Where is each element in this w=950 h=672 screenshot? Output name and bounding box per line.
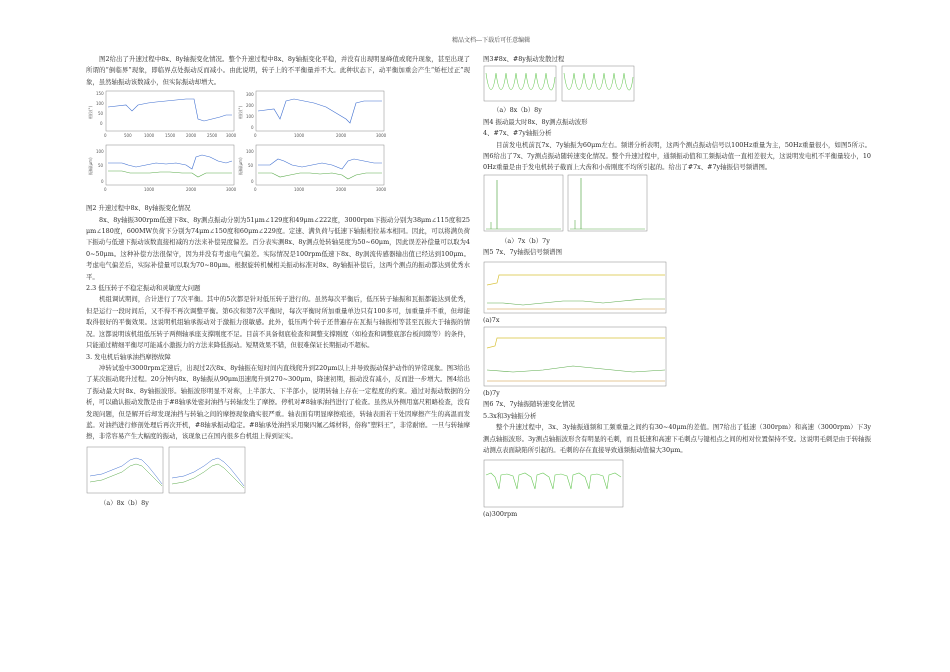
fig2-tl-ytick: 50 [98, 111, 104, 117]
figure-3 [86, 446, 470, 498]
fig2-tl-ytick: 0 [100, 121, 103, 127]
fig2-tl-xtick: 1500 [165, 133, 176, 139]
fig6-7x-frame [484, 262, 666, 313]
fig4-8x-frame [484, 66, 556, 101]
right-column [483, 54, 871, 520]
fig5-subcaption: （a）7x（b）7y [501, 236, 550, 245]
fig2-br-ytick: 50 [248, 163, 254, 169]
section-3-heading: 3. 发电机后轴承油挡摩擦故障 [86, 352, 171, 361]
fig2-bl-xtick: 1000 [144, 187, 155, 193]
fig2-br-ytick: 100 [246, 149, 254, 155]
left-column [86, 54, 470, 509]
fig2-tl-xtick: 2000 [186, 133, 197, 139]
fig2-br-ytick: 0 [251, 179, 254, 185]
fig2-caption: 图2 升速过程中8x、8y轴振变化情况 [86, 204, 191, 213]
paragraph-7x7y: 目前发电机前瓦7x、7y轴振为60μm左右。频谱分析表明，这两个测点振动信号以100Hz重量为主，50Hz重量很小，如图5所示。图6给出了7x、7y测点振动随转速变化情况。整个升速过程中，通频振动值和工频振动值一直相差很大，这说明发电机不平衡量较小，100Hz重量是由于发电机转子截面上大齿和小齿刚度不均所引起的。给出了#7x、#7y轴振信号频谱图。 [483, 140, 871, 172]
fig4-8y-frame [562, 66, 634, 101]
fig2-tr-ytick: 200 [246, 103, 254, 109]
fig7-plot-300rpm [483, 459, 625, 509]
fig6-plot-7x [483, 261, 668, 315]
fig5-7y-frame [568, 175, 647, 231]
fig7-subcaption: (a)300rpm [483, 509, 518, 518]
fig4-subcaption: （a）8x（b）8y [493, 106, 542, 115]
fig4-wave-8y [561, 65, 636, 103]
paragraph-3x3y: 整个升速过程中，3x、3y轴振通频和工频重量之间约有30~40μm的差值。图7给出了低速（300rpm）和高速（3000rpm）下3y测点轴振波形。3y测点轴振波形含有明显的毛刺，而且低速和高速下毛刺点与键相点之间的相对位置保持不变。这说明毛刺是由于转轴振动测点表面缺陷所引起的。毛刺的存在直接导致通频振动值偏大30μm。 [483, 423, 871, 455]
fig2-bl-frame [106, 145, 234, 185]
fig2-tr-ytick: 100 [246, 114, 254, 120]
fig2-tl-xtick: 3000 [226, 133, 237, 139]
fig2-br-xtick: 3000 [376, 187, 387, 193]
fig2-tl-ytick: 150 [96, 91, 104, 97]
fig5-spectrum-7x [483, 174, 565, 234]
fig2-tr-xtick: 3000 [376, 133, 387, 139]
fig2-tl-ylabel: 相位(°) [88, 106, 93, 120]
fig2-bl-xtick: 2000 [186, 187, 197, 193]
paragraph-fig2-intro: 图2给出了升速过程中8x、8y轴振变化情况。整个升速过程中8x、8y轴振变化平稳，并没有出现明显峰值或爬升现象，甚至出现了所谓的“倒临界”现象，即临界点处振动反而减小。由此说明，转子上的不平衡量并不大。此种状态下，动平衡加重会产生“矫枉过正”现象，虽然轴振动该数减小，但实际振动却增大。 [86, 55, 470, 86]
fig2-bl-ylabel: 振幅(μm) [88, 157, 93, 176]
fig3-plot-8x [86, 446, 166, 496]
fig5-spectrum-7y [567, 174, 649, 234]
fig2-tl-xtick: 500 [124, 133, 132, 139]
section-2-3-heading: 2.3 低压转子不稳定振动和灵敏度大问题 [86, 284, 201, 293]
fig2-tl-xtick: 2500 [207, 133, 218, 139]
fig5-caption: 图5 7x、7y轴振信号频谱图 [483, 248, 562, 257]
fig3-subcaption: （a）8x（b）8y [100, 498, 149, 507]
page-header: 精品文档---下载后可任意编辑 [452, 37, 531, 44]
fig2-tr-ytick: 300 [246, 92, 254, 98]
section-4-heading: 4、#7x、#7y轴振分析 [483, 129, 552, 138]
paragraph-8x8y-compensation: 8x、8y轴振300rpm低速下8x、8y测点振动分别为51μm∠129度和49μm∠222度，3000rpm下振动分别为38μm∠115度和25μm∠180度，600MW负荷下分别为74μm∠150度和60μm∠229度。定速、满负荷与低速下轴振相位基本相同。因此，可以将满负荷下振动与低速下振动该数直接相减的方法来补偿晃度偏差。百分表实测8x、8y测点处转轴晃度为50~60μm，因此误差补偿量可以取为40~50μm。这种补偿方法很保守，因为并没有考虑电气偏差。实际情况是100rpm低速下8x、8y涡流传感器输出值已经达到100μm。考虑电气偏差后，实际补偿量可以取为70~80μm。根据旋转机械相关振动标准对8x、8y轴振补偿后，这两个测点的振动都达到优秀水平。 [86, 215, 470, 281]
figure-5 [483, 174, 871, 236]
paragraph-lp-rotor: 机组调试期间，合计进行了7次平衡。其中的5次都是针对低压转子进行的。虽然每次平衡后，低压转子轴振和瓦振都能达到优秀，但是运行一段时间后，又不得不再次调整平衡。第6次和第7次平衡时，每次平衡时所加重量单边只有100多可，加重量并不重，但却能取得很好的平衡效果。这说明机组轴承振动对于激振力很敏感。此外，低压两个转子还普遍存在瓦振与轴振相等甚至瓦振大于轴振的情况。这都说明该机组低压转子两侧轴承座支撑刚度不足。目前不具备彻底检查和调整支撑刚度（如检查和调整底部台板间隙等）的条件，只能通过精细平衡尽可能减小激振力的方法来降低振动。短期效果不错，但很难保证长期振动不超标。 [86, 295, 470, 350]
fig2-br-xtick: 0 [254, 187, 257, 193]
paragraph-oil-seal-rub: 冲转试验中3000rpm定速后，出现过2次8x、8y轴振在短时间内直线爬升到220μm以上并导致振动保护动作的异常现象。图3给出了某次振动爬升过程。20分钟内8x、8y轴振从90μm迅速爬升到270~300μm，降速初期，振动没有减小，反而进一步增大。图4给出了振动最大时8x、8y轴振波形。轴振波形明显不对称，上半部大、下半部小，说明转轴上存在一定程度的约束。通过对振动数据的分析，可以确认振动发散是由于#8轴承处密封油挡与转轴发生了摩擦。停机对#8轴承油挡进行了检查。虽然从外侧用塞尺粗略检查，没有发现问题，但是解开后却发现油挡与转轴之间的摩擦现象确实很严重。轴表面有明显摩擦痕迹，转轴表面若干处因摩擦产生的高温而发蓝。对油挡进行修剖处理后再次开机，#8轴承振动稳定。#8轴承处油挡采用聚四氟乙烯材料，俗称“塑料王”，非常耐磨。一旦与转轴摩擦，非常容易产生大幅度的振动，该现象已在国内很多台机组上得到证实。 [86, 363, 470, 441]
fig2-chart-amp-8y [236, 143, 421, 195]
fig6-label-b: (b)7y [483, 389, 500, 398]
fig2-br-xtick: 1000 [294, 187, 305, 193]
fig2-tr-ylabel: 相位(°) [238, 106, 243, 120]
fig6-label-a: (a)7x [483, 315, 500, 324]
fig2-tl-ytick: 100 [96, 101, 104, 107]
fig2-br-ylabel: 振幅(μm) [238, 157, 243, 176]
fig5-7x-frame [484, 175, 563, 231]
fig2-bl-xtick: 3000 [226, 187, 237, 193]
fig3-title: 图3#8x、#8y振动发散过程 [483, 55, 565, 63]
section-5-3-heading: 5.3x和3y轴振分析 [483, 411, 537, 420]
figure-4 [483, 65, 871, 105]
fig2-br-frame [256, 145, 384, 185]
fig2-bl-xtick: 0 [104, 187, 107, 193]
fig2-br-xtick: 2000 [336, 187, 347, 193]
fig4-caption: 图4 振动最大时8x、8y测点振动波形 [483, 117, 588, 126]
fig2-tl-frame [106, 91, 234, 131]
fig2-bl-ytick: 50 [98, 163, 104, 169]
fig2-tl-xtick: 1000 [144, 133, 155, 139]
fig2-tr-ytick: 0 [251, 125, 254, 131]
fig2-bl-ytick: 0 [101, 179, 104, 185]
fig3-plot-8y [168, 446, 248, 496]
fig2-tr-xtick: 2000 [336, 133, 347, 139]
fig4-wave-8x [483, 65, 558, 103]
fig2-tr-xtick: 1000 [294, 133, 305, 139]
fig6-caption: 图6 7x、7y轴振随转速变化情况 [483, 400, 575, 409]
figure-2 [86, 89, 470, 199]
fig2-tl-xtick: 0 [104, 133, 107, 139]
fig2-chart-phase-8y [236, 89, 421, 141]
fig2-tr-xtick: 0 [254, 133, 257, 139]
fig6-7y-frame [484, 327, 666, 386]
fig2-bl-ytick: 100 [96, 149, 104, 155]
fig6-plot-7y [483, 326, 668, 388]
